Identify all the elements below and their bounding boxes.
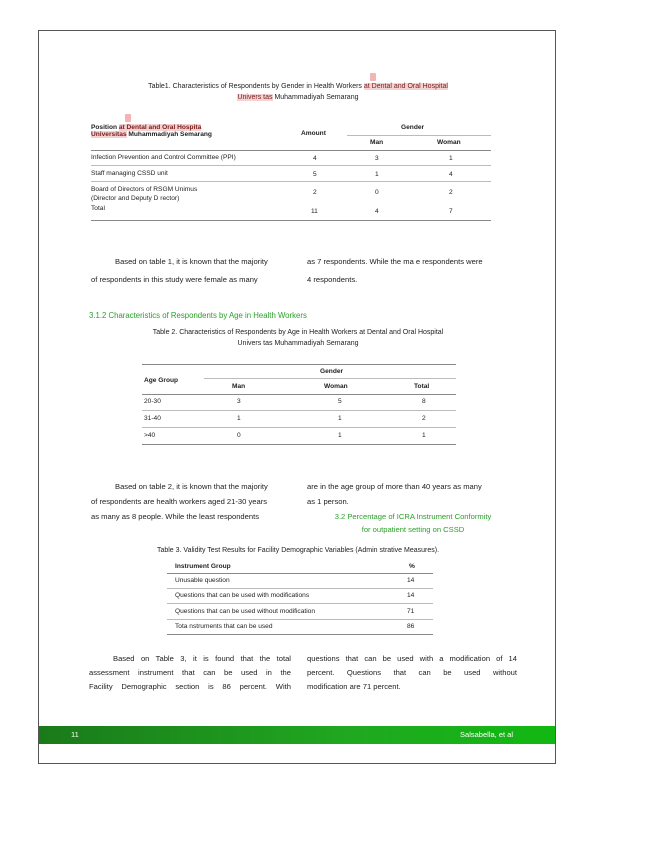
table1-row-man: 3 <box>375 155 379 162</box>
page-footer-bar <box>39 726 555 744</box>
table1-row-amount: 2 <box>313 189 317 196</box>
table3-row-group: Tota nstruments that can be used <box>175 623 273 630</box>
table2-header-gender: Gender <box>320 368 344 375</box>
table3-row-group: Questions that can be used without modification <box>175 608 316 615</box>
table2-bottom-rule <box>142 444 456 445</box>
table2-row-man: 0 <box>237 432 241 439</box>
table2-row-woman: 1 <box>338 415 342 422</box>
table1-row-position: Total <box>91 205 105 212</box>
para2-right: are in the age group of more than 40 years as many as 1 person. <box>307 482 482 506</box>
table3-row-pct: 71 <box>407 608 415 615</box>
table3-row-group: Unusable question <box>175 577 230 584</box>
comment-marker[interactable] <box>370 73 376 81</box>
table1-caption-highlight: at Dental and Oral Hospital <box>363 83 448 90</box>
para1-right: as 7 respondents. While the ma e respondents were 4 respondents. <box>307 257 483 284</box>
table3-header-pct: % <box>409 563 415 570</box>
footer-author: Salsabella, et al <box>460 730 513 739</box>
para3-left: Based on Table 3, it is found that the total assessment instrument that can be used in the Facility Demographic section is 86 percent. With <box>89 654 291 691</box>
table1-header-woman: Woman <box>437 139 461 146</box>
table2-row-man: 3 <box>237 398 241 405</box>
table1-caption-text-2: Muhammadiyah Semarang <box>272 94 359 101</box>
document-page <box>38 30 556 764</box>
table2-header-total: Total <box>414 383 430 390</box>
table1-row-woman: 2 <box>449 189 453 196</box>
row-divider <box>142 427 456 428</box>
table3-row-pct: 14 <box>407 577 415 584</box>
table1-row-position: Infection Prevention and Control Committee (PPI) <box>91 154 236 161</box>
gender-underline <box>347 135 491 136</box>
table1-row-amount: 11 <box>311 208 318 215</box>
para1-left: Based on table 1, it is known that the majority of respondents in this study were female as many <box>91 257 268 284</box>
table3-caption: Table 3. Validity Test Results for Facility Demographic Variables (Admin strative Measures). <box>156 547 440 554</box>
row-divider <box>167 603 433 604</box>
row-divider <box>142 410 456 411</box>
table3 <box>167 559 433 637</box>
table2-row-woman: 5 <box>338 398 342 405</box>
table3-row-pct: 14 <box>407 592 415 599</box>
table2-header-man: Man <box>232 383 246 390</box>
table2-header-rule <box>142 394 456 395</box>
table1-caption-highlight-2: Univers tas <box>237 94 273 101</box>
table3-bottom-rule <box>167 634 433 635</box>
row-divider <box>91 165 491 166</box>
table2-header-woman: Woman <box>324 383 348 390</box>
table1-row-woman: 7 <box>449 208 453 215</box>
table2-row-total: 2 <box>422 415 426 422</box>
table1-header-gender: Gender <box>401 124 425 131</box>
table2-row-total: 1 <box>422 432 426 439</box>
row-divider <box>167 619 433 620</box>
section-heading-3-1-2: 3.1.2 Characteristics of Respondents by Age in Health Workers <box>89 311 307 320</box>
table1-row-woman: 1 <box>449 155 453 162</box>
table1-row-position: Staff managing CSSD unit <box>91 170 168 177</box>
table1-header-man: Man <box>370 139 384 146</box>
table1-row-man: 1 <box>375 171 379 178</box>
table1-header-position: Position at Dental and Oral Hospita Universitas Muhammadiyah Semarang <box>91 124 212 138</box>
table1-bottom-rule <box>91 220 491 221</box>
table1-row-amount: 5 <box>313 171 317 178</box>
row-divider <box>167 588 433 589</box>
section-heading-3-2: 3.2 Percentage of ICRA Instrument Conformity for outpatient setting on CSSD <box>334 512 492 534</box>
table2-header-age: Age Group <box>144 377 179 384</box>
table2-row-age: >40 <box>144 432 156 439</box>
table1-row-amount: 4 <box>313 155 317 162</box>
table3-header-group: Instrument Group <box>175 563 231 570</box>
table1-row-man: 0 <box>375 189 379 196</box>
table3-row-pct: 86 <box>407 623 415 630</box>
table1-caption <box>39 81 557 103</box>
table2-row-man: 1 <box>237 415 241 422</box>
para3-right: questions that can be used with a modification of 14 percent. Questions that can be used without modification are 71 percent. <box>307 654 517 691</box>
page-number: 11 <box>71 730 79 739</box>
table1-header-rule <box>91 150 491 151</box>
para2-left: Based on table 2, it is known that the majority of respondents are health workers aged 21-30 years as many as 8 people. While the least respondents <box>91 482 268 521</box>
table2-caption: Table 2. Characteristics of Respondents by Age in Health Workers at Dental and Oral Hospital Univers tas Muhammadiyah Semarang <box>152 329 444 347</box>
table2-row-age: 20-30 <box>144 398 161 405</box>
table2-row-age: 31-40 <box>144 415 161 422</box>
gender-underline <box>204 378 456 379</box>
table1-header-amount: Amount <box>301 130 326 137</box>
table2-row-total: 8 <box>422 398 426 405</box>
table2 <box>142 364 456 450</box>
row-divider <box>91 181 491 182</box>
table1-row-woman: 4 <box>449 171 453 178</box>
table1 <box>91 124 491 224</box>
table1-caption-text: Table1. Characteristics of Respondents by Gender in Health Workers <box>148 83 364 90</box>
table1-row-position: Board of Directors of RSGM Unimus (Director and Deputy D rector) <box>91 186 198 202</box>
table3-row-group: Questions that can be used with modifications <box>175 592 310 599</box>
table3-header-rule <box>167 573 433 574</box>
comment-marker[interactable] <box>125 114 131 122</box>
table1-row-man: 4 <box>375 208 379 215</box>
table2-row-woman: 1 <box>338 432 342 439</box>
table2-top-rule <box>142 364 456 365</box>
